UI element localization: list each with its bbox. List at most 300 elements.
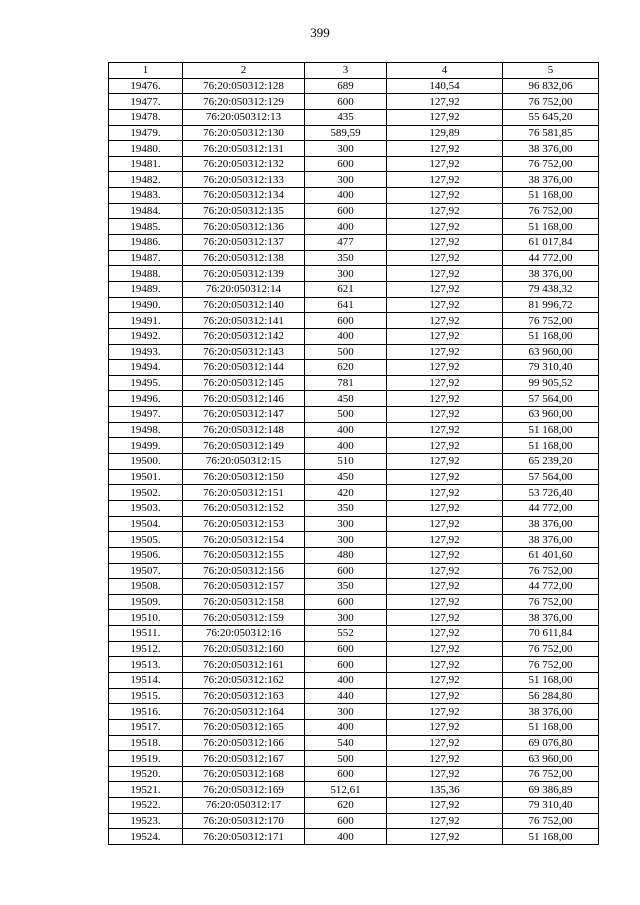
row-number-cell: 19521. (109, 782, 183, 798)
table-row (109, 141, 599, 157)
area-cell: 500 (305, 344, 387, 360)
area-cell: 600 (305, 156, 387, 172)
area-cell: 350 (305, 500, 387, 516)
cadastral-number-cell: 76:20:050312:131 (183, 141, 305, 157)
cadastral-number-cell: 76:20:050312:149 (183, 438, 305, 454)
area-cell: 300 (305, 172, 387, 188)
area-cell: 400 (305, 219, 387, 235)
specific-value-cell: 129,89 (387, 125, 503, 141)
table-row (109, 626, 599, 642)
cadastral-number-cell: 76:20:050312:140 (183, 297, 305, 313)
row-number-cell: 19498. (109, 422, 183, 438)
specific-value-cell: 127,92 (387, 219, 503, 235)
table-row (109, 829, 599, 845)
area-cell: 689 (305, 78, 387, 94)
cadastral-number-cell: 76:20:050312:150 (183, 469, 305, 485)
cadastral-number-cell: 76:20:050312:167 (183, 751, 305, 767)
cadastral-value-cell: 51 168,00 (503, 829, 599, 845)
area-cell: 510 (305, 454, 387, 470)
table-row (109, 469, 599, 485)
specific-value-cell: 127,92 (387, 672, 503, 688)
cadastral-value-cell: 76 752,00 (503, 641, 599, 657)
specific-value-cell: 127,92 (387, 704, 503, 720)
cadastral-number-cell: 76:20:050312:151 (183, 485, 305, 501)
specific-value-cell: 127,92 (387, 813, 503, 829)
specific-value-cell: 127,92 (387, 313, 503, 329)
table-row (109, 532, 599, 548)
cadastral-value-cell: 96 832,06 (503, 78, 599, 94)
row-number-cell: 19486. (109, 235, 183, 251)
row-number-cell: 19519. (109, 751, 183, 767)
table-row (109, 485, 599, 501)
cadastral-value-cell: 63 960,00 (503, 407, 599, 423)
cadastral-value-cell: 69 386,89 (503, 782, 599, 798)
cadastral-number-cell: 76:20:050312:128 (183, 78, 305, 94)
specific-value-cell: 127,92 (387, 688, 503, 704)
specific-value-cell: 127,92 (387, 156, 503, 172)
specific-value-cell: 127,92 (387, 94, 503, 110)
row-number-cell: 19484. (109, 203, 183, 219)
area-cell: 300 (305, 704, 387, 720)
specific-value-cell: 127,92 (387, 829, 503, 845)
area-cell: 480 (305, 547, 387, 563)
row-number-cell: 19500. (109, 454, 183, 470)
table-row (109, 547, 599, 563)
table-row (109, 313, 599, 329)
cadastral-number-cell: 76:20:050312:159 (183, 610, 305, 626)
table-row (109, 188, 599, 204)
specific-value-cell: 127,92 (387, 657, 503, 673)
cadastral-value-cell: 38 376,00 (503, 532, 599, 548)
column-header: 2 (183, 63, 305, 79)
table-body (109, 78, 599, 844)
row-number-cell: 19508. (109, 579, 183, 595)
cadastral-number-cell: 76:20:050312:157 (183, 579, 305, 595)
specific-value-cell: 127,92 (387, 547, 503, 563)
table-row (109, 78, 599, 94)
table-row (109, 751, 599, 767)
cadastral-value-cell: 76 752,00 (503, 203, 599, 219)
cadastral-number-cell: 76:20:050312:14 (183, 281, 305, 297)
cadastral-value-cell: 57 564,00 (503, 391, 599, 407)
table-row (109, 672, 599, 688)
table-row (109, 297, 599, 313)
row-number-cell: 19504. (109, 516, 183, 532)
column-header: 3 (305, 63, 387, 79)
specific-value-cell: 127,92 (387, 422, 503, 438)
cadastral-value-cell: 38 376,00 (503, 141, 599, 157)
cadastral-number-cell: 76:20:050312:129 (183, 94, 305, 110)
row-number-cell: 19488. (109, 266, 183, 282)
column-header: 1 (109, 63, 183, 79)
area-cell: 621 (305, 281, 387, 297)
specific-value-cell: 127,92 (387, 438, 503, 454)
area-cell: 400 (305, 829, 387, 845)
area-cell: 781 (305, 375, 387, 391)
table-row (109, 125, 599, 141)
row-number-cell: 19511. (109, 626, 183, 642)
cadastral-number-cell: 76:20:050312:171 (183, 829, 305, 845)
cadastral-value-cell: 76 581,85 (503, 125, 599, 141)
table-row (109, 500, 599, 516)
area-cell: 600 (305, 203, 387, 219)
cadastral-value-cell: 63 960,00 (503, 344, 599, 360)
area-cell: 300 (305, 266, 387, 282)
table-row (109, 391, 599, 407)
area-cell: 589,59 (305, 125, 387, 141)
table-row (109, 94, 599, 110)
cadastral-value-cell: 76 752,00 (503, 563, 599, 579)
column-header: 4 (387, 63, 503, 79)
cadastral-number-cell: 76:20:050312:139 (183, 266, 305, 282)
cadastral-value-cell: 53 726,40 (503, 485, 599, 501)
row-number-cell: 19478. (109, 109, 183, 125)
table-row (109, 328, 599, 344)
cadastral-number-cell: 76:20:050312:166 (183, 735, 305, 751)
row-number-cell: 19492. (109, 328, 183, 344)
specific-value-cell: 127,92 (387, 109, 503, 125)
table-row (109, 766, 599, 782)
cadastral-number-cell: 76:20:050312:136 (183, 219, 305, 235)
row-number-cell: 19523. (109, 813, 183, 829)
cadastral-number-cell: 76:20:050312:142 (183, 328, 305, 344)
cadastral-value-cell: 38 376,00 (503, 172, 599, 188)
cadastral-number-cell: 76:20:050312:158 (183, 594, 305, 610)
specific-value-cell: 127,92 (387, 250, 503, 266)
cadastral-number-cell: 76:20:050312:17 (183, 798, 305, 814)
area-cell: 600 (305, 813, 387, 829)
cadastral-number-cell: 76:20:050312:132 (183, 156, 305, 172)
cadastral-value-cell: 38 376,00 (503, 516, 599, 532)
cadastral-number-cell: 76:20:050312:154 (183, 532, 305, 548)
row-number-cell: 19510. (109, 610, 183, 626)
cadastral-number-cell: 76:20:050312:16 (183, 626, 305, 642)
row-number-cell: 19515. (109, 688, 183, 704)
table-row (109, 375, 599, 391)
row-number-cell: 19518. (109, 735, 183, 751)
row-number-cell: 19482. (109, 172, 183, 188)
cadastral-value-cell: 38 376,00 (503, 610, 599, 626)
row-number-cell: 19513. (109, 657, 183, 673)
cadastral-number-cell: 76:20:050312:169 (183, 782, 305, 798)
row-number-cell: 19503. (109, 500, 183, 516)
cadastral-number-cell: 76:20:050312:147 (183, 407, 305, 423)
specific-value-cell: 127,92 (387, 172, 503, 188)
cadastral-number-cell: 76:20:050312:133 (183, 172, 305, 188)
row-number-cell: 19497. (109, 407, 183, 423)
specific-value-cell: 127,92 (387, 375, 503, 391)
area-cell: 350 (305, 250, 387, 266)
row-number-cell: 19485. (109, 219, 183, 235)
area-cell: 300 (305, 141, 387, 157)
specific-value-cell: 127,92 (387, 766, 503, 782)
cadastral-value-cell: 51 168,00 (503, 328, 599, 344)
cadastral-value-cell: 69 076,80 (503, 735, 599, 751)
area-cell: 552 (305, 626, 387, 642)
table-row (109, 704, 599, 720)
row-number-cell: 19505. (109, 532, 183, 548)
area-cell: 600 (305, 94, 387, 110)
row-number-cell: 19522. (109, 798, 183, 814)
cadastral-number-cell: 76:20:050312:161 (183, 657, 305, 673)
table-row (109, 203, 599, 219)
cadastral-number-cell: 76:20:050312:146 (183, 391, 305, 407)
row-number-cell: 19520. (109, 766, 183, 782)
cadastral-value-cell: 57 564,00 (503, 469, 599, 485)
cadastral-value-cell: 61 401,60 (503, 547, 599, 563)
specific-value-cell: 127,92 (387, 626, 503, 642)
area-cell: 400 (305, 719, 387, 735)
area-cell: 400 (305, 188, 387, 204)
cadastral-value-cell: 51 168,00 (503, 422, 599, 438)
area-cell: 540 (305, 735, 387, 751)
row-number-cell: 19509. (109, 594, 183, 610)
cadastral-number-cell: 76:20:050312:137 (183, 235, 305, 251)
cadastral-number-cell: 76:20:050312:152 (183, 500, 305, 516)
cadastral-value-cell: 51 168,00 (503, 672, 599, 688)
specific-value-cell: 127,92 (387, 579, 503, 595)
table-row (109, 516, 599, 532)
cadastral-number-cell: 76:20:050312:163 (183, 688, 305, 704)
table-row (109, 563, 599, 579)
row-number-cell: 19507. (109, 563, 183, 579)
area-cell: 435 (305, 109, 387, 125)
area-cell: 350 (305, 579, 387, 595)
table-row (109, 813, 599, 829)
area-cell: 600 (305, 594, 387, 610)
cadastral-number-cell: 76:20:050312:148 (183, 422, 305, 438)
cadastral-value-cell: 79 310,40 (503, 360, 599, 376)
cadastral-number-cell: 76:20:050312:153 (183, 516, 305, 532)
cadastral-value-cell: 76 752,00 (503, 813, 599, 829)
row-number-cell: 19496. (109, 391, 183, 407)
table-row (109, 156, 599, 172)
area-cell: 420 (305, 485, 387, 501)
area-cell: 600 (305, 766, 387, 782)
cadastral-value-cell: 61 017,84 (503, 235, 599, 251)
area-cell: 400 (305, 422, 387, 438)
specific-value-cell: 127,92 (387, 360, 503, 376)
cadastral-value-cell: 51 168,00 (503, 719, 599, 735)
specific-value-cell: 135,36 (387, 782, 503, 798)
area-cell: 512,61 (305, 782, 387, 798)
cadastral-number-cell: 76:20:050312:164 (183, 704, 305, 720)
area-cell: 440 (305, 688, 387, 704)
area-cell: 620 (305, 798, 387, 814)
row-number-cell: 19489. (109, 281, 183, 297)
specific-value-cell: 127,92 (387, 469, 503, 485)
area-cell: 300 (305, 532, 387, 548)
table-row (109, 172, 599, 188)
table-row (109, 438, 599, 454)
row-number-cell: 19493. (109, 344, 183, 360)
area-cell: 600 (305, 313, 387, 329)
table-row (109, 360, 599, 376)
table-row (109, 719, 599, 735)
table-row (109, 657, 599, 673)
row-number-cell: 19502. (109, 485, 183, 501)
row-number-cell: 19479. (109, 125, 183, 141)
cadastral-value-cell: 38 376,00 (503, 266, 599, 282)
table-row (109, 407, 599, 423)
area-cell: 600 (305, 641, 387, 657)
specific-value-cell: 127,92 (387, 297, 503, 313)
row-number-cell: 19481. (109, 156, 183, 172)
cadastral-value-cell: 63 960,00 (503, 751, 599, 767)
specific-value-cell: 127,92 (387, 610, 503, 626)
cadastral-number-cell: 76:20:050312:155 (183, 547, 305, 563)
row-number-cell: 19490. (109, 297, 183, 313)
specific-value-cell: 127,92 (387, 328, 503, 344)
table-row (109, 579, 599, 595)
cadastral-value-cell: 51 168,00 (503, 188, 599, 204)
cadastral-value-cell: 70 611,84 (503, 626, 599, 642)
cadastral-value-cell: 51 168,00 (503, 219, 599, 235)
specific-value-cell: 127,92 (387, 407, 503, 423)
cadastral-number-cell: 76:20:050312:168 (183, 766, 305, 782)
cadastral-value-cell: 76 752,00 (503, 766, 599, 782)
table-row (109, 688, 599, 704)
cadastral-value-table (108, 62, 599, 845)
row-number-cell: 19491. (109, 313, 183, 329)
row-number-cell: 19516. (109, 704, 183, 720)
cadastral-number-cell: 76:20:050312:165 (183, 719, 305, 735)
row-number-cell: 19477. (109, 94, 183, 110)
area-cell: 600 (305, 657, 387, 673)
area-cell: 477 (305, 235, 387, 251)
page-number: 399 (310, 25, 330, 40)
column-header: 5 (503, 63, 599, 79)
area-cell: 300 (305, 610, 387, 626)
specific-value-cell: 127,92 (387, 235, 503, 251)
area-cell: 400 (305, 672, 387, 688)
area-cell: 400 (305, 328, 387, 344)
area-cell: 500 (305, 751, 387, 767)
cadastral-number-cell: 76:20:050312:143 (183, 344, 305, 360)
cadastral-number-cell: 76:20:050312:145 (183, 375, 305, 391)
table-header-row (109, 63, 599, 79)
cadastral-number-cell: 76:20:050312:156 (183, 563, 305, 579)
area-cell: 300 (305, 516, 387, 532)
cadastral-number-cell: 76:20:050312:134 (183, 188, 305, 204)
cadastral-value-cell: 51 168,00 (503, 438, 599, 454)
cadastral-value-cell: 76 752,00 (503, 594, 599, 610)
cadastral-value-cell: 56 284,80 (503, 688, 599, 704)
area-cell: 450 (305, 391, 387, 407)
row-number-cell: 19476. (109, 78, 183, 94)
specific-value-cell: 127,92 (387, 141, 503, 157)
specific-value-cell: 127,92 (387, 798, 503, 814)
specific-value-cell: 127,92 (387, 641, 503, 657)
cadastral-number-cell: 76:20:050312:170 (183, 813, 305, 829)
cadastral-value-cell: 79 438,32 (503, 281, 599, 297)
table-row (109, 641, 599, 657)
specific-value-cell: 127,92 (387, 594, 503, 610)
row-number-cell: 19512. (109, 641, 183, 657)
cadastral-number-cell: 76:20:050312:130 (183, 125, 305, 141)
cadastral-value-cell: 79 310,40 (503, 798, 599, 814)
area-cell: 500 (305, 407, 387, 423)
cadastral-number-cell: 76:20:050312:15 (183, 454, 305, 470)
row-number-cell: 19487. (109, 250, 183, 266)
row-number-cell: 19506. (109, 547, 183, 563)
table-row (109, 250, 599, 266)
table-row (109, 109, 599, 125)
table-row (109, 798, 599, 814)
cadastral-number-cell: 76:20:050312:138 (183, 250, 305, 266)
cadastral-value-cell: 81 996,72 (503, 297, 599, 313)
row-number-cell: 19501. (109, 469, 183, 485)
specific-value-cell: 127,92 (387, 563, 503, 579)
row-number-cell: 19480. (109, 141, 183, 157)
row-number-cell: 19483. (109, 188, 183, 204)
cadastral-number-cell: 76:20:050312:13 (183, 109, 305, 125)
specific-value-cell: 127,92 (387, 485, 503, 501)
table-row (109, 422, 599, 438)
cadastral-value-cell: 99 905,52 (503, 375, 599, 391)
table-row (109, 266, 599, 282)
specific-value-cell: 127,92 (387, 188, 503, 204)
specific-value-cell: 127,92 (387, 203, 503, 219)
table-row (109, 454, 599, 470)
table-row (109, 594, 599, 610)
table-row (109, 735, 599, 751)
specific-value-cell: 127,92 (387, 344, 503, 360)
table-row (109, 610, 599, 626)
row-number-cell: 19514. (109, 672, 183, 688)
area-cell: 600 (305, 563, 387, 579)
cadastral-value-cell: 44 772,00 (503, 250, 599, 266)
table-row (109, 219, 599, 235)
area-cell: 620 (305, 360, 387, 376)
specific-value-cell: 127,92 (387, 454, 503, 470)
cadastral-number-cell: 76:20:050312:141 (183, 313, 305, 329)
specific-value-cell: 127,92 (387, 719, 503, 735)
specific-value-cell: 127,92 (387, 516, 503, 532)
area-cell: 400 (305, 438, 387, 454)
table-row (109, 281, 599, 297)
specific-value-cell: 127,92 (387, 500, 503, 516)
row-number-cell: 19499. (109, 438, 183, 454)
row-number-cell: 19524. (109, 829, 183, 845)
row-number-cell: 19517. (109, 719, 183, 735)
cadastral-value-cell: 76 752,00 (503, 94, 599, 110)
specific-value-cell: 140,54 (387, 78, 503, 94)
row-number-cell: 19495. (109, 375, 183, 391)
specific-value-cell: 127,92 (387, 391, 503, 407)
area-cell: 450 (305, 469, 387, 485)
cadastral-value-cell: 76 752,00 (503, 313, 599, 329)
cadastral-number-cell: 76:20:050312:162 (183, 672, 305, 688)
cadastral-value-cell: 44 772,00 (503, 579, 599, 595)
cadastral-number-cell: 76:20:050312:144 (183, 360, 305, 376)
cadastral-value-cell: 65 239,20 (503, 454, 599, 470)
table-row (109, 782, 599, 798)
cadastral-value-cell: 44 772,00 (503, 500, 599, 516)
table-row (109, 235, 599, 251)
specific-value-cell: 127,92 (387, 281, 503, 297)
specific-value-cell: 127,92 (387, 532, 503, 548)
cadastral-value-cell: 76 752,00 (503, 657, 599, 673)
specific-value-cell: 127,92 (387, 751, 503, 767)
cadastral-number-cell: 76:20:050312:135 (183, 203, 305, 219)
cadastral-number-cell: 76:20:050312:160 (183, 641, 305, 657)
cadastral-value-cell: 76 752,00 (503, 156, 599, 172)
specific-value-cell: 127,92 (387, 266, 503, 282)
specific-value-cell: 127,92 (387, 735, 503, 751)
table-row (109, 344, 599, 360)
area-cell: 641 (305, 297, 387, 313)
